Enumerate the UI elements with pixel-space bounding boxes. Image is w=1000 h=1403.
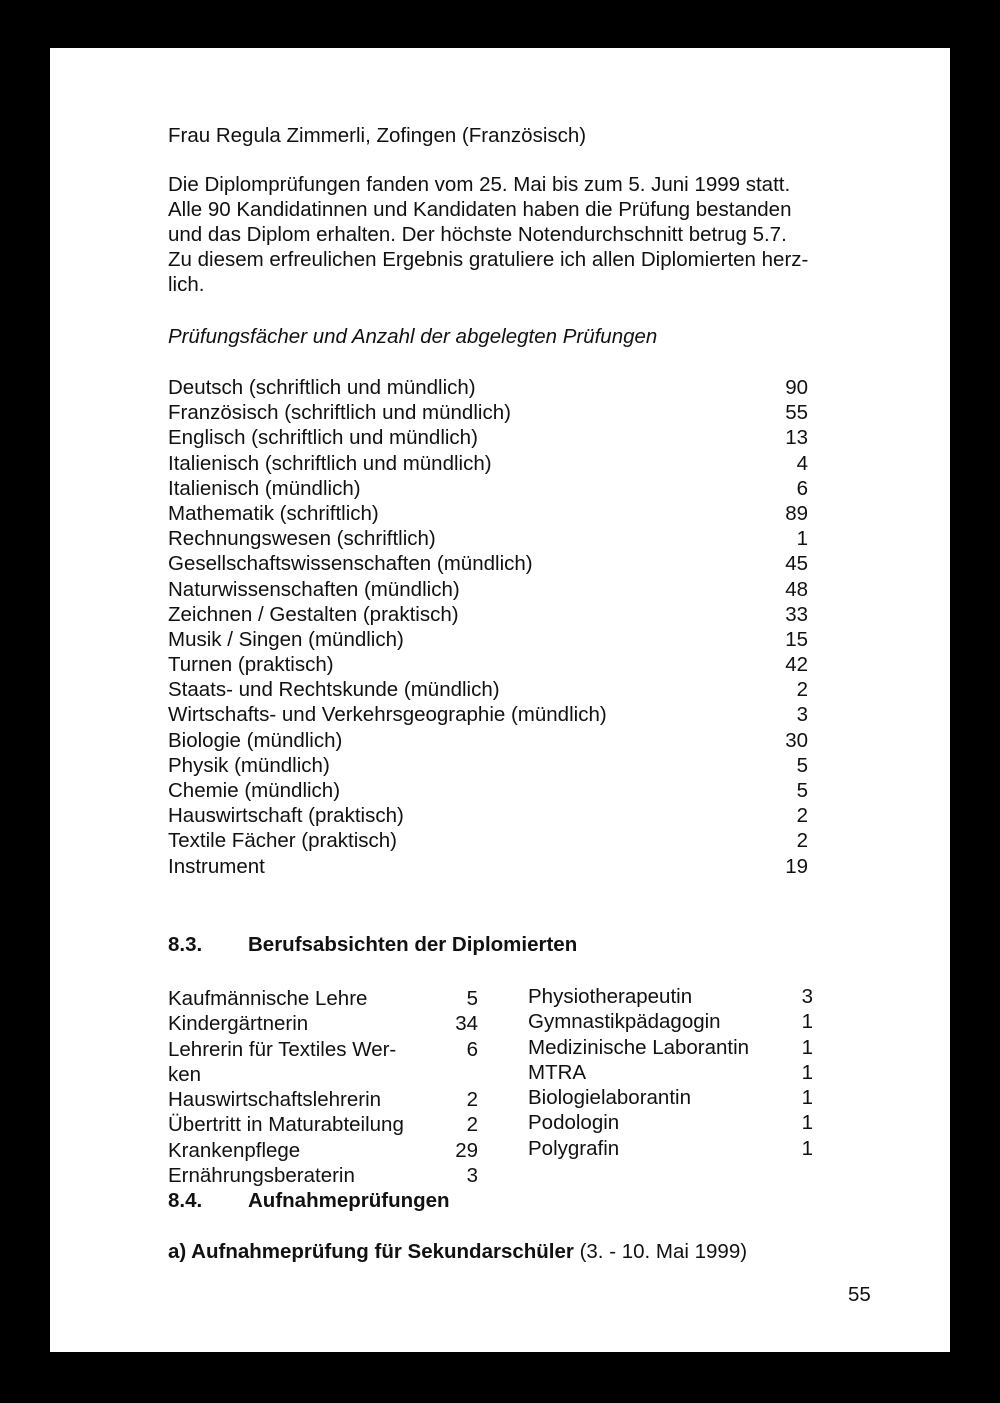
document-page <box>50 48 950 1352</box>
row-count: 19 <box>785 854 808 878</box>
list-row <box>168 1138 478 1163</box>
list-row <box>168 1163 478 1188</box>
row-count: 6 <box>466 1037 478 1061</box>
list-row <box>168 602 808 627</box>
row-count: 3 <box>796 703 808 727</box>
list-row <box>168 1087 478 1112</box>
row-count: 13 <box>785 426 808 450</box>
subjects-heading: Prüfungsfächer und Anzahl der abgelegten Prüfungen <box>168 325 658 348</box>
list-row <box>168 677 808 702</box>
paragraph-line: lich. <box>168 273 205 296</box>
list-row <box>168 778 808 803</box>
list-row <box>168 702 808 727</box>
row-label: Italienisch (schriftlich und mündlich) <box>168 451 492 475</box>
list-row <box>168 627 808 652</box>
row-count: 6 <box>796 476 808 500</box>
subsection-a-title: a) Aufnahmeprüfung für Sekundarschüler <box>168 1240 574 1263</box>
row-count: 1 <box>801 1035 813 1059</box>
row-label: Englisch (schriftlich und mündlich) <box>168 426 478 450</box>
paragraph-line: Alle 90 Kandidatinnen und Kandidaten haben die Prüfung bestanden <box>168 198 792 221</box>
row-label: Krankenpflege <box>168 1138 301 1162</box>
row-count: 2 <box>796 678 808 702</box>
list-row <box>168 526 808 551</box>
careers-right-column <box>528 984 813 1161</box>
row-count: 4 <box>796 451 808 475</box>
row-label: Chemie (mündlich) <box>168 779 341 802</box>
row-label: Zeichnen / Gestalten (praktisch) <box>168 602 459 626</box>
row-count: 1 <box>801 1060 813 1084</box>
list-row <box>168 400 808 425</box>
section-title: Aufnahmeprüfungen <box>248 1189 450 1212</box>
row-count: 5 <box>796 753 808 777</box>
row-count: 2 <box>466 1088 478 1112</box>
row-count: 3 <box>801 985 813 1008</box>
row-count: 30 <box>785 728 808 752</box>
section-number: 8.4. <box>168 1189 203 1212</box>
row-count: 5 <box>796 779 808 802</box>
list-row <box>528 1009 813 1034</box>
row-label: Französisch (schriftlich und mündlich) <box>168 401 511 425</box>
row-count: 3 <box>466 1164 478 1188</box>
subsection-a <box>168 1239 747 1264</box>
section-title: Berufsabsichten der Diplomierten <box>248 933 578 956</box>
list-row <box>168 551 808 576</box>
row-label: Medizinische Laborantin <box>528 1035 750 1059</box>
row-label: Biologielaborantin <box>528 1086 691 1110</box>
row-label: Naturwissenschaften (mündlich) <box>168 577 460 601</box>
body-paragraph <box>168 172 870 297</box>
row-label: Kindergärtnerin <box>168 1012 309 1036</box>
list-row <box>168 986 478 1011</box>
row-label: Gymnastikpädagogin <box>528 1010 721 1034</box>
list-row <box>168 828 808 853</box>
row-count: 42 <box>785 653 808 677</box>
row-count: 1 <box>796 527 808 551</box>
row-count: 45 <box>785 552 808 576</box>
row-label: Podologin <box>528 1111 620 1135</box>
row-label: Ernährungsberaterin <box>168 1164 355 1188</box>
row-count: 2 <box>796 804 808 828</box>
paragraph-line: Die Diplomprüfungen fanden vom 25. Mai bis zum 5. Juni 1999 statt. <box>168 173 791 196</box>
row-label: Hauswirtschaft (praktisch) <box>168 804 404 828</box>
row-label: Physik (mündlich) <box>168 753 330 777</box>
list-row <box>168 501 808 526</box>
list-row <box>168 854 808 879</box>
row-count: 89 <box>785 501 808 525</box>
list-row <box>168 451 808 476</box>
row-label: Turnen (praktisch) <box>168 653 334 677</box>
row-count: 1 <box>801 1086 813 1110</box>
list-row <box>168 1037 478 1088</box>
row-count: 29 <box>455 1138 478 1162</box>
row-count: 48 <box>785 577 808 601</box>
row-label: Textile Fächer (praktisch) <box>168 829 397 853</box>
row-count: 1 <box>801 1136 813 1160</box>
section-8-3-heading <box>168 932 577 957</box>
row-count: 5 <box>466 987 478 1010</box>
row-label: Mathematik (schriftlich) <box>168 501 379 525</box>
row-label: Kaufmännische Lehre <box>168 987 368 1010</box>
row-label: Musik / Singen (mündlich) <box>168 627 404 651</box>
row-count: 34 <box>455 1012 478 1036</box>
row-label: Lehrerin für Textiles Wer-ken <box>168 1037 397 1086</box>
list-row <box>168 476 808 501</box>
row-label: MTRA <box>528 1060 587 1084</box>
subsection-a-dates: (3. - 10. Mai 1999) <box>573 1240 748 1263</box>
list-row <box>168 577 808 602</box>
list-row <box>168 425 808 450</box>
row-label: Staats- und Rechtskunde (mündlich) <box>168 678 500 702</box>
list-row <box>528 1110 813 1135</box>
row-count: 1 <box>801 1010 813 1034</box>
page-number: 55 <box>848 1283 871 1306</box>
list-row <box>168 728 808 753</box>
list-row <box>528 1035 813 1060</box>
list-row <box>168 652 808 677</box>
paragraph-line: Zu diesem erfreulichen Ergebnis gratuliere ich allen Diplomierten herz- <box>168 248 809 271</box>
row-count: 55 <box>785 401 808 425</box>
subjects-list <box>168 375 808 879</box>
row-label: Biologie (mündlich) <box>168 728 343 752</box>
list-row <box>168 375 808 400</box>
paragraph-line: und das Diplom erhalten. Der höchste Notendurchschnitt betrug 5.7. <box>168 223 787 246</box>
row-label: Rechnungswesen (schriftlich) <box>168 527 436 551</box>
row-label: Hauswirtschaftslehrerin <box>168 1088 382 1112</box>
row-count: 2 <box>796 829 808 853</box>
row-label: Deutsch (schriftlich und mündlich) <box>168 376 476 399</box>
list-row <box>168 1112 478 1137</box>
row-label: Polygrafin <box>528 1136 620 1160</box>
row-label: Übertritt in Maturabteilung <box>168 1113 404 1137</box>
section-8-4-heading <box>168 1188 450 1213</box>
row-count: 1 <box>801 1111 813 1135</box>
list-row <box>168 1011 478 1036</box>
list-row <box>528 1085 813 1110</box>
row-count: 90 <box>785 376 808 399</box>
list-row <box>528 1136 813 1161</box>
careers-left-column <box>168 986 478 1188</box>
intro-line: Frau Regula Zimmerli, Zofingen (Französisch) <box>168 124 587 147</box>
list-row <box>528 984 813 1009</box>
row-label: Instrument <box>168 854 265 878</box>
section-number: 8.3. <box>168 933 203 956</box>
row-label: Wirtschafts- und Verkehrsgeographie (mündlich) <box>168 703 607 727</box>
row-count: 33 <box>785 602 808 626</box>
row-label: Italienisch (mündlich) <box>168 476 361 500</box>
row-label: Physiotherapeutin <box>528 985 693 1008</box>
row-count: 15 <box>785 627 808 651</box>
row-count: 2 <box>466 1113 478 1137</box>
list-row <box>168 803 808 828</box>
list-row <box>168 753 808 778</box>
list-row <box>528 1060 813 1085</box>
row-label: Gesellschaftswissenschaften (mündlich) <box>168 552 533 576</box>
